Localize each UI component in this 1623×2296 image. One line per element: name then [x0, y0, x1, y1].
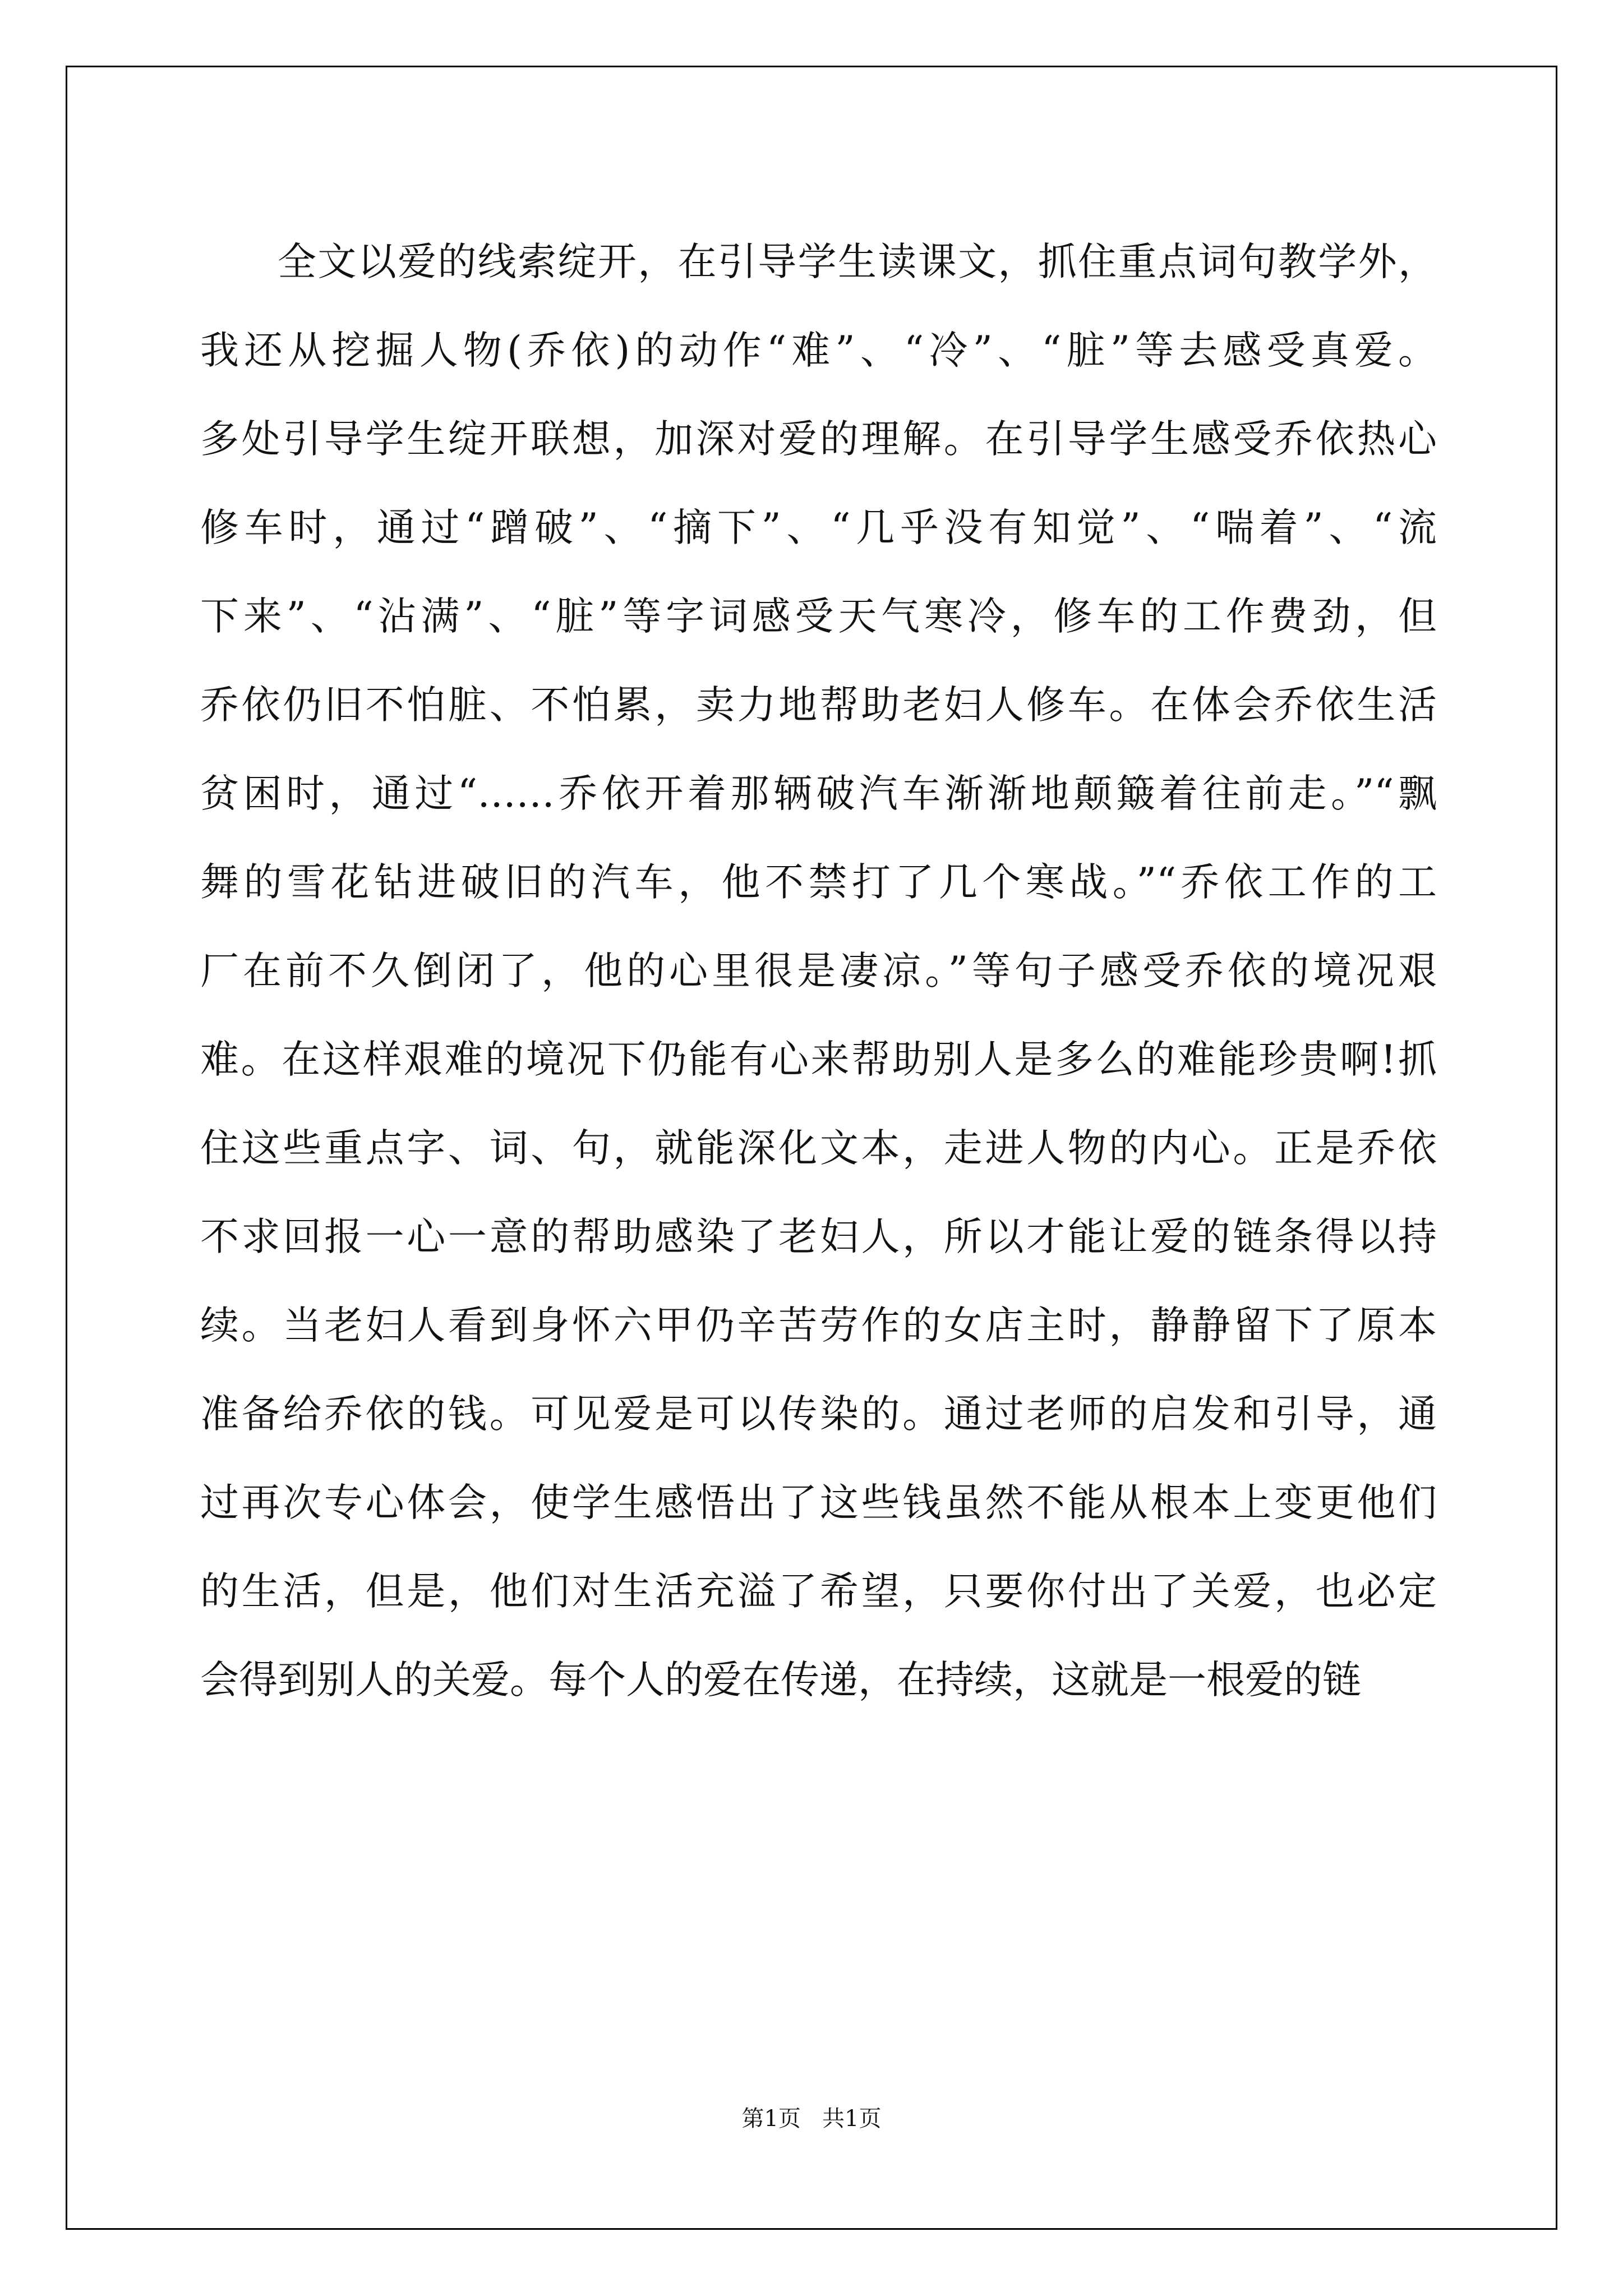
text-line: 多处引导学生绽开联想，加深对爱的理解。在引导学生感受乔依热心 [200, 417, 1437, 462]
text-line: 贫困时，通过“……乔依开着那辆破汽车渐渐地颠簸着往前走。”“飘 [200, 771, 1437, 816]
text-line: 的生活，但是，他们对生活充溢了希望，只要你付出了关爱，也必定 [200, 1569, 1437, 1614]
text-line: 住这些重点字、词、句，就能深化文本，走进人物的内心。正是乔依 [200, 1126, 1437, 1171]
text-line: 准备给乔依的钱。可见爱是可以传染的。通过老师的启发和引导，通 [200, 1392, 1437, 1437]
text-line: 乔依仍旧不怕脏、不怕累，卖力地帮助老妇人修车。在体会乔依生活 [200, 683, 1437, 728]
text-line: 修车时，通过“蹭破”、“摘下”、“几乎没有知觉”、“喘着”、“流 [200, 505, 1437, 550]
text-line: 难。在这样艰难的境况下仍能有心来帮助别人是多么的难能珍贵啊!抓 [200, 1037, 1437, 1082]
text-line: 我还从挖掘人物(乔依)的动作“难”、“冷”、“脏”等去感受真爱。 [200, 328, 1437, 373]
text-line: 过再次专心体会，使学生感悟出了这些钱虽然不能从根本上变更他们 [200, 1480, 1437, 1525]
text-line: 不求回报一心一意的帮助感染了老妇人，所以才能让爱的链条得以持 [200, 1214, 1437, 1259]
body-paragraph [200, 218, 1437, 1724]
text-line: 全文以爱的线索绽开，在引导学生读课文，抓住重点词句教学外， [278, 240, 1437, 284]
text-line: 下来”、“沾满”、“脏”等字词感受天气寒冷，修车的工作费劲，但 [200, 594, 1437, 639]
text-line: 续。当老妇人看到身怀六甲仍辛苦劳作的女店主时，静静留下了原本 [200, 1303, 1437, 1348]
text-line: 舞的雪花钻进破旧的汽车，他不禁打了几个寒战。”“乔依工作的工 [200, 860, 1437, 905]
text-line: 会得到别人的关爱。每个人的爱在传递，在持续，这就是一根爱的链 [200, 1658, 1361, 1703]
page-footer: 第1页 共1页 [741, 2106, 882, 2132]
text-line: 厂在前不久倒闭了，他的心里很是凄凉。”等句子感受乔依的境况艰 [200, 949, 1437, 993]
